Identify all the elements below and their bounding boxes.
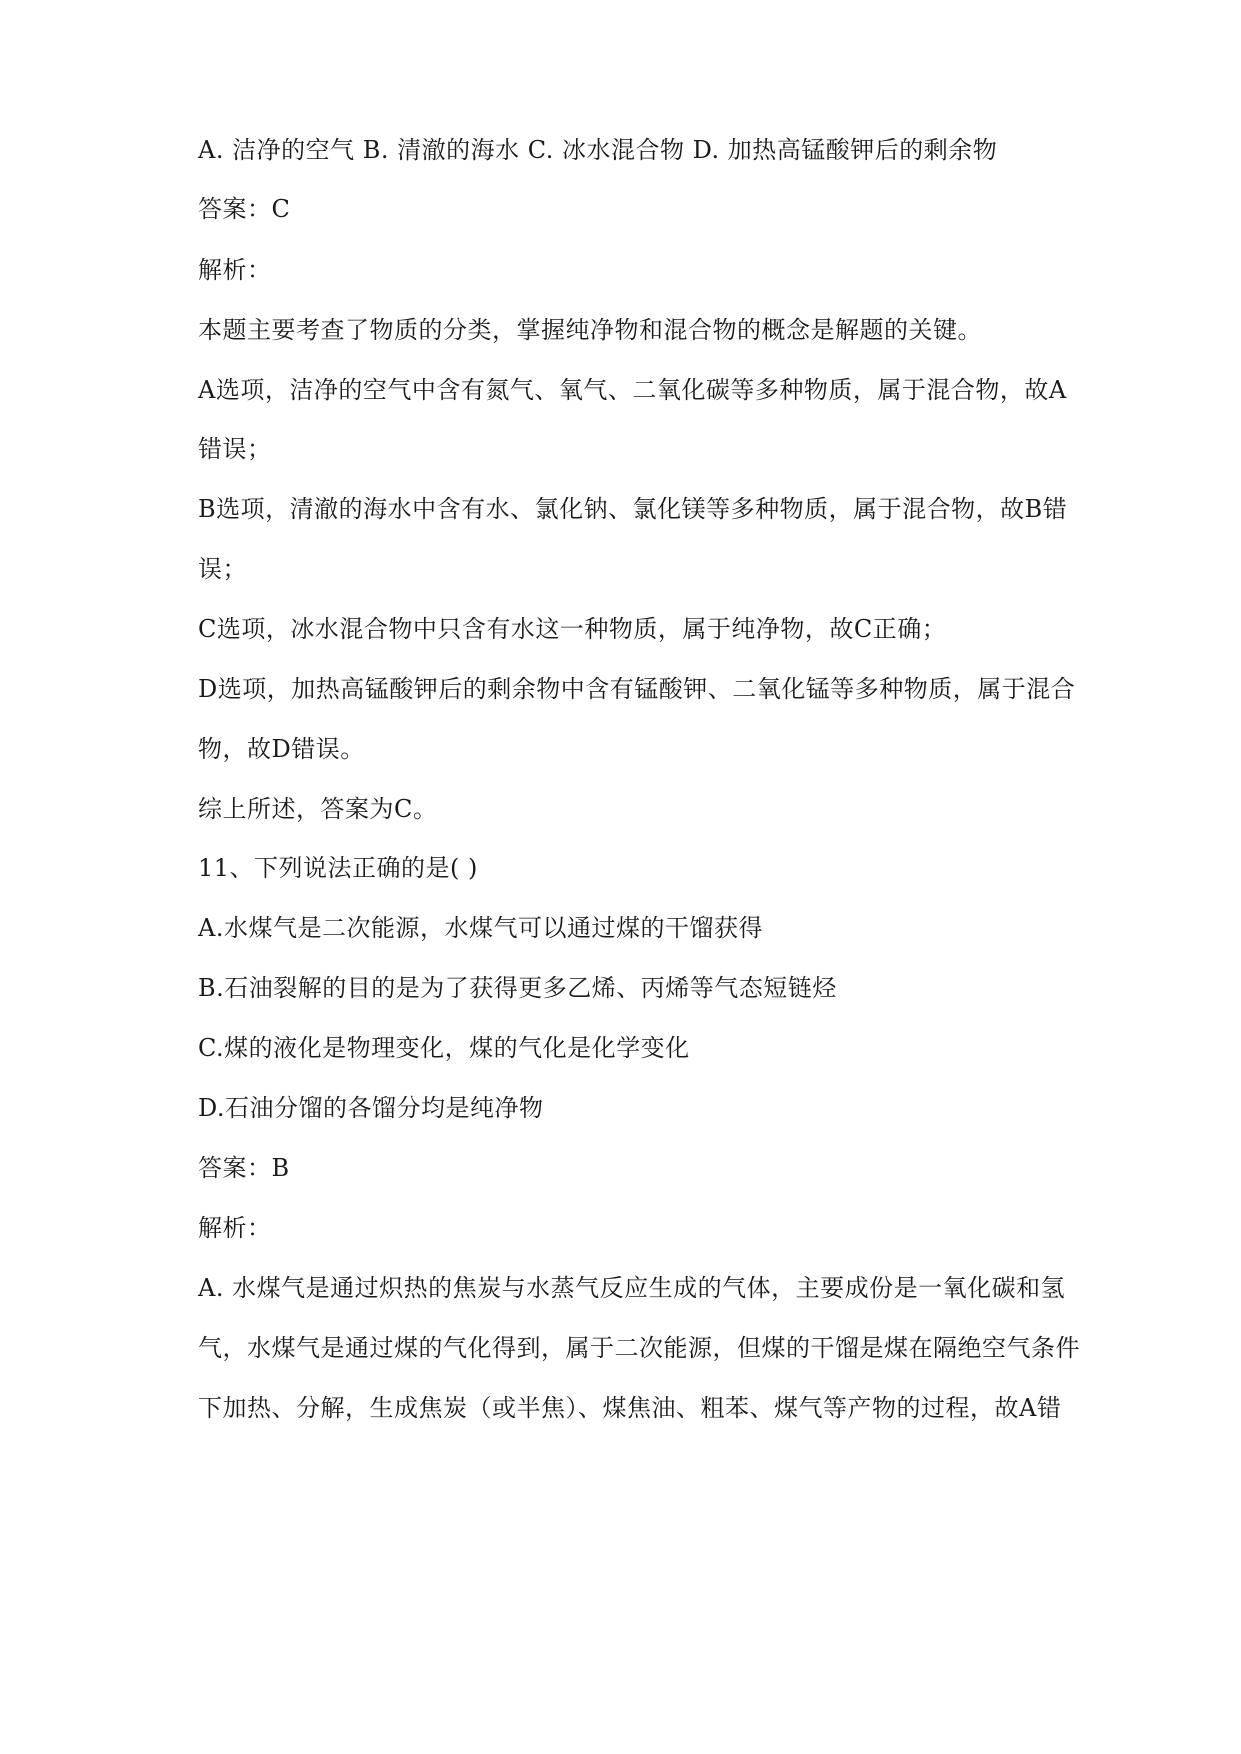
q11-option-a: A.水煤气是二次能源，水煤气可以通过煤的干馏获得	[198, 914, 763, 942]
q11-answer-line: 答案：B	[198, 1154, 290, 1182]
q10-options-line: A. 洁净的空气 B. 清澈的海水 C. 冰水混合物 D. 加热高锰酸钾后的剩余物	[198, 136, 998, 164]
q11-analysis-option-a-cont1: 气，水煤气是通过煤的气化得到，属于二次能源，但煤的干馏是煤在隔绝空气条件	[198, 1334, 1080, 1362]
q10-analysis-option-c: C选项，冰水混合物中只含有水这一种物质，属于纯净物，故C正确；	[198, 615, 947, 643]
q10-analysis-heading: 解析：	[198, 256, 272, 284]
q10-analysis-option-d-cont: 物，故D错误。	[198, 735, 365, 763]
q11-analysis-option-a-cont2: 下加热、分解，生成焦炭（或半焦）、煤焦油、粗苯、煤气等产物的过程，故A错	[198, 1394, 1062, 1422]
q11-option-b: B.石油裂解的目的是为了获得更多乙烯、丙烯等气态短链烃	[198, 974, 837, 1002]
q10-analysis-option-a: A选项，洁净的空气中含有氮气、氧气、二氧化碳等多种物质，属于混合物，故A	[198, 376, 1067, 404]
q10-analysis-option-a-cont: 错误；	[198, 435, 272, 463]
q11-analysis-option-a: A. 水煤气是通过炽热的焦炭与水蒸气反应生成的气体，主要成份是一氧化碳和氢	[198, 1274, 1066, 1302]
q10-analysis-intro: 本题主要考查了物质的分类，掌握纯净物和混合物的概念是解题的关键。	[198, 316, 982, 344]
q11-option-d: D.石油分馏的各馏分均是纯净物	[198, 1094, 544, 1122]
q10-analysis-option-b-cont: 误；	[198, 555, 247, 583]
q10-analysis-option-d: D选项，加热高锰酸钾后的剩余物中含有锰酸钾、二氧化锰等多种物质，属于混合	[198, 675, 1076, 703]
q10-answer-line: 答案：C	[198, 195, 291, 223]
q11-question: 11、下列说法正确的是( )	[198, 854, 478, 882]
q10-analysis-option-b: B选项，清澈的海水中含有水、氯化钠、氯化镁等多种物质，属于混合物，故B错	[198, 495, 1068, 523]
q11-analysis-heading: 解析：	[198, 1214, 272, 1242]
q10-conclusion: 综上所述，答案为C。	[198, 795, 438, 823]
q11-option-c: C.煤的液化是物理变化，煤的气化是化学变化	[198, 1034, 690, 1062]
